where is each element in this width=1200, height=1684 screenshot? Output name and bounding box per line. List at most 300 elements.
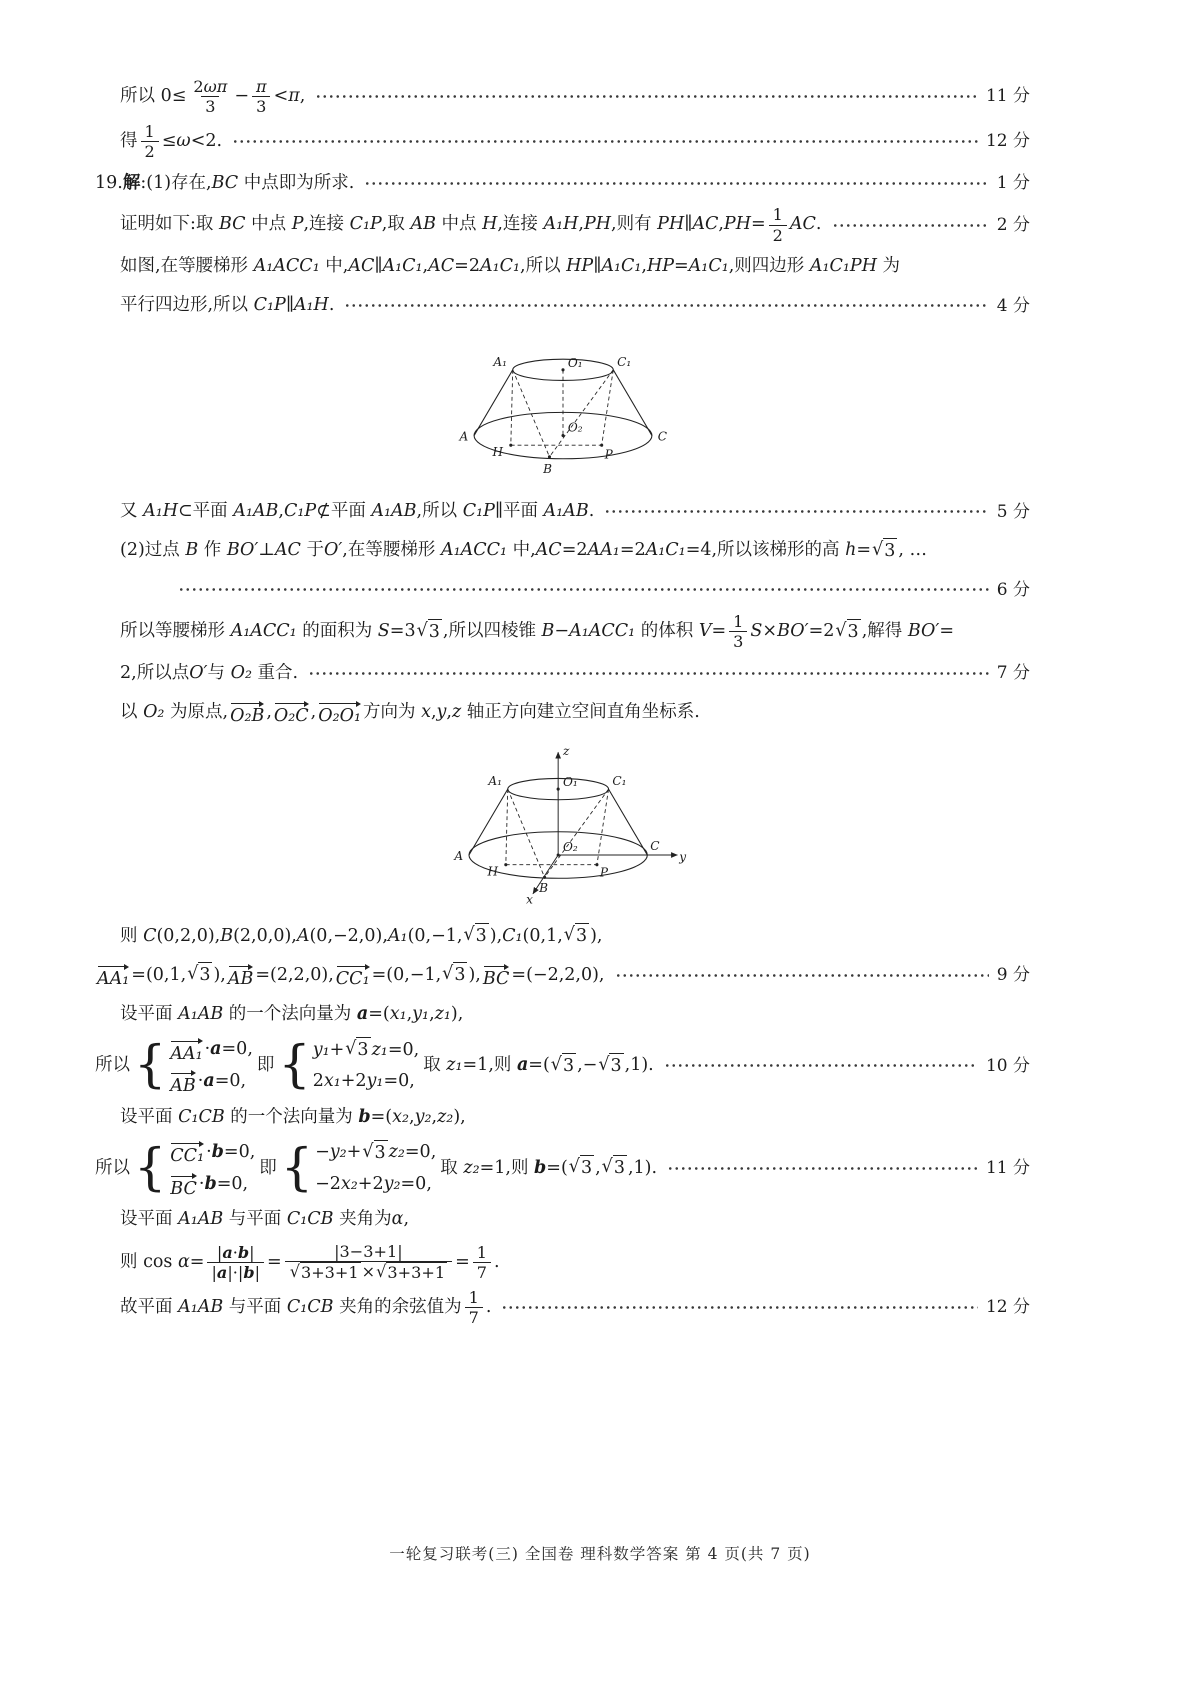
fig1-label-A: A xyxy=(459,429,468,444)
equation-rows xyxy=(168,1139,255,1198)
math-var: O₂ xyxy=(143,701,165,722)
dots-leader xyxy=(604,507,989,516)
text-run: 2 xyxy=(772,225,783,245)
line-content xyxy=(120,699,700,725)
math-var: P xyxy=(291,214,304,235)
vector-body: CC₁ xyxy=(170,1146,205,1167)
figure-1-container xyxy=(95,333,1030,483)
equation-row xyxy=(313,1037,420,1063)
text-run: =(x₁,y₁,z₁), xyxy=(368,1003,464,1024)
text-run: ), xyxy=(213,964,226,985)
vector xyxy=(230,699,264,725)
math-var: A xyxy=(296,925,310,946)
math-var: AC xyxy=(274,540,301,561)
square-root xyxy=(598,1053,623,1079)
vector xyxy=(170,1037,202,1063)
text-run: z₂=0, xyxy=(388,1142,437,1163)
math-var: HP xyxy=(566,256,594,277)
radical-sign: √ xyxy=(376,1261,387,1282)
score-label: 11 分 xyxy=(985,86,1030,107)
lines-part1 xyxy=(95,77,1030,323)
text-run: a xyxy=(210,1039,222,1059)
equation-row xyxy=(168,1069,253,1095)
vector xyxy=(170,1069,196,1095)
math-var: S xyxy=(377,621,390,641)
line-content xyxy=(95,1136,658,1199)
square-root xyxy=(187,962,212,988)
vector-body: CC₁ xyxy=(335,969,370,990)
radical-sign: √ xyxy=(550,1054,562,1076)
text-run: a xyxy=(516,1055,529,1076)
vector-body: AB xyxy=(170,1075,196,1096)
square-root xyxy=(835,619,860,645)
radical-sign: √ xyxy=(345,1038,357,1060)
radicand: 3 xyxy=(475,923,489,949)
score-label: 9 分 xyxy=(996,965,1030,986)
math-var: A₁C₁PH xyxy=(809,256,877,277)
radical-sign: √ xyxy=(289,1261,300,1282)
text-run: 解 xyxy=(122,172,141,193)
fig1-label-O2: O₂ xyxy=(567,420,583,435)
math-var: BO′ xyxy=(907,621,940,641)
math-var: z xyxy=(451,701,462,722)
score-label: 12 分 xyxy=(985,1297,1030,1318)
math-var: B xyxy=(541,621,555,641)
solution-line xyxy=(120,1203,1030,1237)
equation-row xyxy=(168,1172,255,1198)
text-run: 所以 xyxy=(95,1157,130,1178)
fraction-numerator xyxy=(473,1243,491,1262)
vector xyxy=(274,699,309,725)
text-run: =(0,−1, xyxy=(371,964,442,985)
radical-sign: √ xyxy=(598,1054,610,1076)
text-run: 1 xyxy=(468,1287,479,1307)
text-run: 2ωπ xyxy=(193,77,228,96)
text-run: cos xyxy=(143,1251,178,1272)
square-root xyxy=(376,1262,447,1282)
math-var: AC xyxy=(348,256,375,277)
vector-body: O₂O₁ xyxy=(318,706,361,727)
text-run: · xyxy=(204,1039,211,1059)
radicand: 3 xyxy=(575,923,589,949)
line-content xyxy=(120,499,594,524)
vector-arrow-icon xyxy=(170,1172,197,1180)
radicand: 3 xyxy=(883,538,897,564)
radicand: 3+3+1 xyxy=(387,1263,446,1283)
math-var: x₁ xyxy=(389,1003,407,1024)
text-run: (2)过点 B 作 BO′⊥AC 于O′,在等腰梯形 A₁ACC₁ 中,AC=2AA₁=2A₁C₁=4,所以该梯形的高 h= xyxy=(120,540,872,561)
math-var: z₁ xyxy=(446,1055,463,1076)
text-run: 故平面 A₁AB 与平面 C₁CB 夹角的余弦值为 xyxy=(120,1296,462,1317)
fig2-label-A: A xyxy=(453,848,463,863)
solution-line xyxy=(120,1288,1030,1328)
text-run: |3−3+1| xyxy=(334,1242,403,1261)
text-run: ,解得 BO′= xyxy=(861,621,955,641)
text-run: 1 xyxy=(772,205,783,225)
text-run: =(x₂,y₂,z₂), xyxy=(370,1106,466,1127)
text-run: :(1)存在,BC 中点即为所求. xyxy=(140,172,355,193)
text-run: , … xyxy=(898,540,928,561)
radicand: 3 xyxy=(453,962,467,988)
dots-leader xyxy=(664,1061,978,1070)
math-var: x₂ xyxy=(340,1174,358,1195)
math-var: α xyxy=(177,1251,190,1272)
solution-line xyxy=(120,122,1030,162)
fig2-point-P xyxy=(595,863,598,866)
text-run: α= xyxy=(177,1251,205,1272)
radical-sign: √ xyxy=(442,963,454,985)
fraction-numerator xyxy=(465,1288,483,1307)
fig2-label-C: C xyxy=(649,838,659,853)
math-var: HP xyxy=(646,256,674,277)
text-run: =0, xyxy=(214,1071,247,1092)
radical-sign: √ xyxy=(601,1157,613,1178)
text-run: . xyxy=(485,1296,492,1317)
text-run: 3 xyxy=(733,632,744,652)
vector-arrow-icon xyxy=(336,962,370,970)
fig1-label-O1: O₁ xyxy=(567,355,583,370)
radicand: 3 xyxy=(356,1037,370,1063)
text-run: 3 xyxy=(205,97,216,117)
fig1-left-side xyxy=(474,370,513,436)
text-run: |·| xyxy=(227,1262,244,1282)
math-var: y₁ xyxy=(312,1039,330,1060)
text-run: −y₂+ xyxy=(315,1142,362,1163)
fig1-label-C1: C₁ xyxy=(616,354,631,369)
fig2-point-O2 xyxy=(556,853,559,856)
vector xyxy=(97,962,129,988)
text-run: 设平面 A₁AB 与平面 C₁CB 夹角为α, xyxy=(120,1209,410,1230)
text-run: AC. xyxy=(789,214,822,235)
fraction-numerator xyxy=(252,77,271,96)
math-var: PH xyxy=(723,214,751,235)
fig2-point-B xyxy=(543,875,546,878)
text-run: 则 C(0,2,0),B(2,0,0),A(0,−2,0),A₁(0,−1, xyxy=(120,925,463,946)
text-run: 以 O₂ 为原点, xyxy=(120,701,229,722)
solution-line xyxy=(95,959,1030,993)
vector-arrow-icon xyxy=(274,699,309,707)
score-label: 11 分 xyxy=(985,1158,1030,1179)
math-var: B xyxy=(220,925,234,946)
radicand: 3 xyxy=(428,619,442,645)
text-run: z₁=0, xyxy=(371,1039,420,1060)
text-run: =(−2,2,0), xyxy=(511,964,605,985)
fraction xyxy=(189,77,231,117)
radical-sign: √ xyxy=(187,963,199,985)
text-run: 所以 xyxy=(95,1055,130,1076)
math-var: A₁ACC₁ xyxy=(440,540,508,561)
text-run: =( xyxy=(546,1157,568,1178)
vector-arrow-icon xyxy=(228,962,254,970)
fraction-denominator xyxy=(285,1261,452,1282)
math-var: x₂ xyxy=(392,1106,409,1127)
square-root xyxy=(417,619,442,645)
fig2-line-A1B xyxy=(507,789,544,877)
square-root xyxy=(551,1053,576,1079)
text-run: 取 z₁=1,则 xyxy=(423,1055,517,1076)
score-label: 12 分 xyxy=(985,131,1030,152)
text-run: 得 xyxy=(120,130,138,151)
text-run: | xyxy=(249,1242,255,1262)
radical-sign: √ xyxy=(362,1141,374,1163)
math-var: y₂ xyxy=(329,1142,347,1163)
math-var: A₁AB xyxy=(178,1296,224,1317)
math-var: π xyxy=(288,86,300,107)
fraction-numerator xyxy=(213,1243,259,1262)
math-var: AC xyxy=(692,214,719,235)
score-label: 7 分 xyxy=(996,663,1030,684)
fig2-label-y: y xyxy=(678,849,686,864)
fig1-line-C1P xyxy=(601,370,613,445)
solution-line xyxy=(95,166,1030,200)
fig1-label-B: B xyxy=(542,462,552,477)
solution-line xyxy=(120,612,1030,652)
text-run xyxy=(256,77,267,96)
fig1-point-H xyxy=(509,444,512,447)
fraction-denominator xyxy=(141,141,159,161)
solution-line xyxy=(120,696,1030,730)
fraction xyxy=(473,1243,491,1283)
square-root xyxy=(872,538,897,564)
fraction-numerator xyxy=(189,77,231,96)
text-run: 平行四边形,所以 C₁P∥A₁H. xyxy=(120,295,335,316)
solution-line xyxy=(168,573,1030,607)
math-var: x₁ xyxy=(323,1071,341,1092)
fig2-line-A1H xyxy=(505,789,507,865)
equation-row xyxy=(168,1139,255,1165)
solution-line xyxy=(120,534,1030,568)
math-var: A₁H xyxy=(143,501,178,522)
math-var: BO′ xyxy=(226,540,259,561)
score-label: 6 分 xyxy=(996,579,1030,600)
math-var: A₁AB xyxy=(233,501,279,522)
fraction-denominator xyxy=(252,96,270,116)
line-content xyxy=(120,1105,466,1130)
line-content xyxy=(120,122,222,162)
radical-sign: √ xyxy=(872,539,884,561)
text-run: ), xyxy=(468,964,481,985)
square-root xyxy=(569,1155,594,1181)
math-var: C₁P xyxy=(349,214,382,235)
math-var: A₁H xyxy=(543,214,579,235)
dots-leader xyxy=(667,1164,978,1173)
text-run: ,− xyxy=(577,1055,598,1076)
vector xyxy=(483,962,510,988)
text-run: 7 xyxy=(476,1262,488,1282)
text-run: =0, xyxy=(221,1039,253,1059)
text-run: 1 xyxy=(476,1242,488,1262)
vector-arrow-icon xyxy=(170,1139,204,1147)
math-var: y₂ xyxy=(383,1174,401,1195)
fig2-line-C1B xyxy=(544,789,608,877)
vector-body: AA₁ xyxy=(170,1043,203,1064)
text-run: , xyxy=(595,1157,601,1178)
text-run: 19. xyxy=(95,172,123,193)
fig2-label-P: P xyxy=(599,864,608,879)
vector-arrow-icon xyxy=(97,962,129,970)
vector xyxy=(170,1172,197,1198)
text-run: b xyxy=(204,1174,217,1195)
text-run: | xyxy=(254,1262,261,1282)
math-var: ω xyxy=(176,130,191,151)
radical-sign: √ xyxy=(563,924,575,946)
score-label: 10 分 xyxy=(985,1055,1030,1076)
fraction-numerator xyxy=(729,612,747,631)
radicand: 3 xyxy=(198,962,212,988)
fraction-denominator xyxy=(465,1307,483,1327)
equation-row xyxy=(315,1172,436,1197)
page-footer: 一轮复习联考(三) 全国卷 理科数学答案 第 4 页(共 7 页) xyxy=(389,1545,811,1563)
math-var: z₂ xyxy=(463,1157,480,1178)
solution-line xyxy=(120,77,1030,117)
fraction xyxy=(252,77,271,117)
fraction xyxy=(465,1288,483,1328)
square-root xyxy=(564,923,589,949)
math-var: π xyxy=(256,77,267,96)
lines-part3 xyxy=(95,920,1030,1328)
fraction xyxy=(141,122,159,162)
frustum-figure-2 xyxy=(437,740,689,908)
dots-leader xyxy=(308,669,989,678)
math-var: S xyxy=(750,621,763,641)
line-content xyxy=(120,77,305,117)
math-var: PH xyxy=(583,214,612,235)
equation-system: { y₁+ √ 3 z₁=0, 2x₁+2y₁=0, xyxy=(278,1033,420,1093)
text-run: 取 z₂=1,则 xyxy=(440,1157,535,1178)
solution-line xyxy=(120,657,1030,691)
fig1-line-A1H xyxy=(510,370,512,445)
math-var: BC xyxy=(218,214,246,235)
vector-body: AA₁ xyxy=(97,969,130,990)
fraction xyxy=(207,1243,264,1283)
fig1-label-H: H xyxy=(492,444,503,459)
math-var: AC xyxy=(428,256,455,277)
math-var: y xyxy=(436,701,447,722)
math-var: AC xyxy=(535,540,562,561)
math-var: x xyxy=(421,701,431,722)
radicand: 3 xyxy=(609,1053,623,1079)
text-run: ), xyxy=(590,925,603,946)
text-run: 1 xyxy=(144,121,155,141)
text-run: = xyxy=(455,1251,470,1272)
radicand: 3 xyxy=(580,1155,594,1181)
math-var: z₂ xyxy=(388,1142,405,1163)
fig1-label-C: C xyxy=(657,429,667,444)
fraction-numerator xyxy=(330,1242,407,1261)
vector-body: O₂B xyxy=(230,706,265,727)
line-content xyxy=(95,962,605,988)
fig1-point-B xyxy=(547,455,550,458)
text-run: =(0,1, xyxy=(131,964,187,985)
text-run: 所以 0≤ xyxy=(120,86,187,107)
fraction xyxy=(769,205,787,245)
vector xyxy=(336,962,370,988)
text-run: 2x₁+2y₁=0, xyxy=(312,1071,415,1092)
text-run: 2 xyxy=(144,141,155,161)
fraction xyxy=(285,1242,452,1283)
line-content xyxy=(120,254,900,279)
solution-line xyxy=(95,1033,1030,1096)
line-content xyxy=(120,923,602,949)
math-var: A₁ACC₁ xyxy=(253,256,320,277)
fraction-numerator xyxy=(141,122,159,141)
vector-arrow-icon xyxy=(230,699,264,707)
math-var: A₁ACC₁ xyxy=(569,621,636,641)
math-var: C₁P xyxy=(283,501,317,522)
line-content xyxy=(120,661,298,686)
vector-arrow-icon xyxy=(170,1069,196,1077)
vector xyxy=(318,699,361,725)
line-content xyxy=(120,1242,500,1283)
math-var: A₁C₁ xyxy=(479,256,521,277)
text-run: ,1). xyxy=(624,1055,654,1076)
square-root xyxy=(463,923,488,949)
radicand: 3 xyxy=(613,1155,627,1181)
score-label: 4 分 xyxy=(996,295,1030,316)
math-var: C₁CB xyxy=(286,1209,334,1230)
dots-leader xyxy=(615,971,989,980)
math-var: y₁ xyxy=(412,1003,430,1024)
score-label: 5 分 xyxy=(996,501,1030,522)
score-label: 2 分 xyxy=(996,214,1030,235)
vector-arrow-icon xyxy=(318,699,361,707)
fig2-point-O1 xyxy=(556,787,559,790)
math-var: BC xyxy=(211,172,239,193)
text-run: b xyxy=(211,1141,224,1162)
math-var: C₁ xyxy=(502,925,523,946)
radicand: 3+3+1 xyxy=(300,1263,359,1283)
text-run: a xyxy=(356,1003,369,1024)
solution-line xyxy=(120,920,1030,954)
math-var: C₁CB xyxy=(178,1106,225,1127)
fig2-label-C1: C₁ xyxy=(611,773,627,788)
fig2-right-side xyxy=(608,789,647,855)
score-label: 1 分 xyxy=(996,172,1030,193)
solution-line xyxy=(120,1100,1030,1134)
solution-line xyxy=(120,250,1030,284)
text-run: a xyxy=(222,1242,233,1262)
fraction-denominator xyxy=(769,225,787,245)
text-run: =0, xyxy=(223,1141,256,1162)
math-var: A₁AB xyxy=(178,1003,224,1024)
text-run: S×BO′=2 xyxy=(750,621,835,641)
math-var: AA₁ xyxy=(587,540,620,561)
solution-line xyxy=(120,495,1030,529)
equation-system: { −y₂+ √ 3 z₂=0, −2x₂+2y₂=0, xyxy=(280,1136,437,1196)
math-var: C₁P xyxy=(253,295,286,316)
math-var: O₂ xyxy=(230,662,252,683)
text-run: a xyxy=(203,1071,215,1092)
fig1-label-P: P xyxy=(604,447,613,462)
dots-leader xyxy=(364,179,988,188)
math-var: y₂ xyxy=(414,1106,432,1127)
text-run: ),C₁(0,1, xyxy=(489,925,563,946)
radicand: 3 xyxy=(374,1140,388,1166)
math-var: y₁ xyxy=(366,1071,384,1092)
text-run: · xyxy=(206,1141,212,1162)
math-var: B xyxy=(185,540,199,561)
math-var: O′ xyxy=(189,662,208,683)
text-run: | xyxy=(211,1262,217,1282)
figure-2-container xyxy=(95,740,1030,908)
frustum-figure-1 xyxy=(447,333,679,483)
math-var: A₁C₁ xyxy=(601,256,642,277)
solution-line xyxy=(120,289,1030,323)
math-var: PH xyxy=(657,214,685,235)
text-run: | xyxy=(216,1242,223,1262)
text-run: b xyxy=(534,1157,547,1178)
math-var: BO′ xyxy=(777,621,809,641)
